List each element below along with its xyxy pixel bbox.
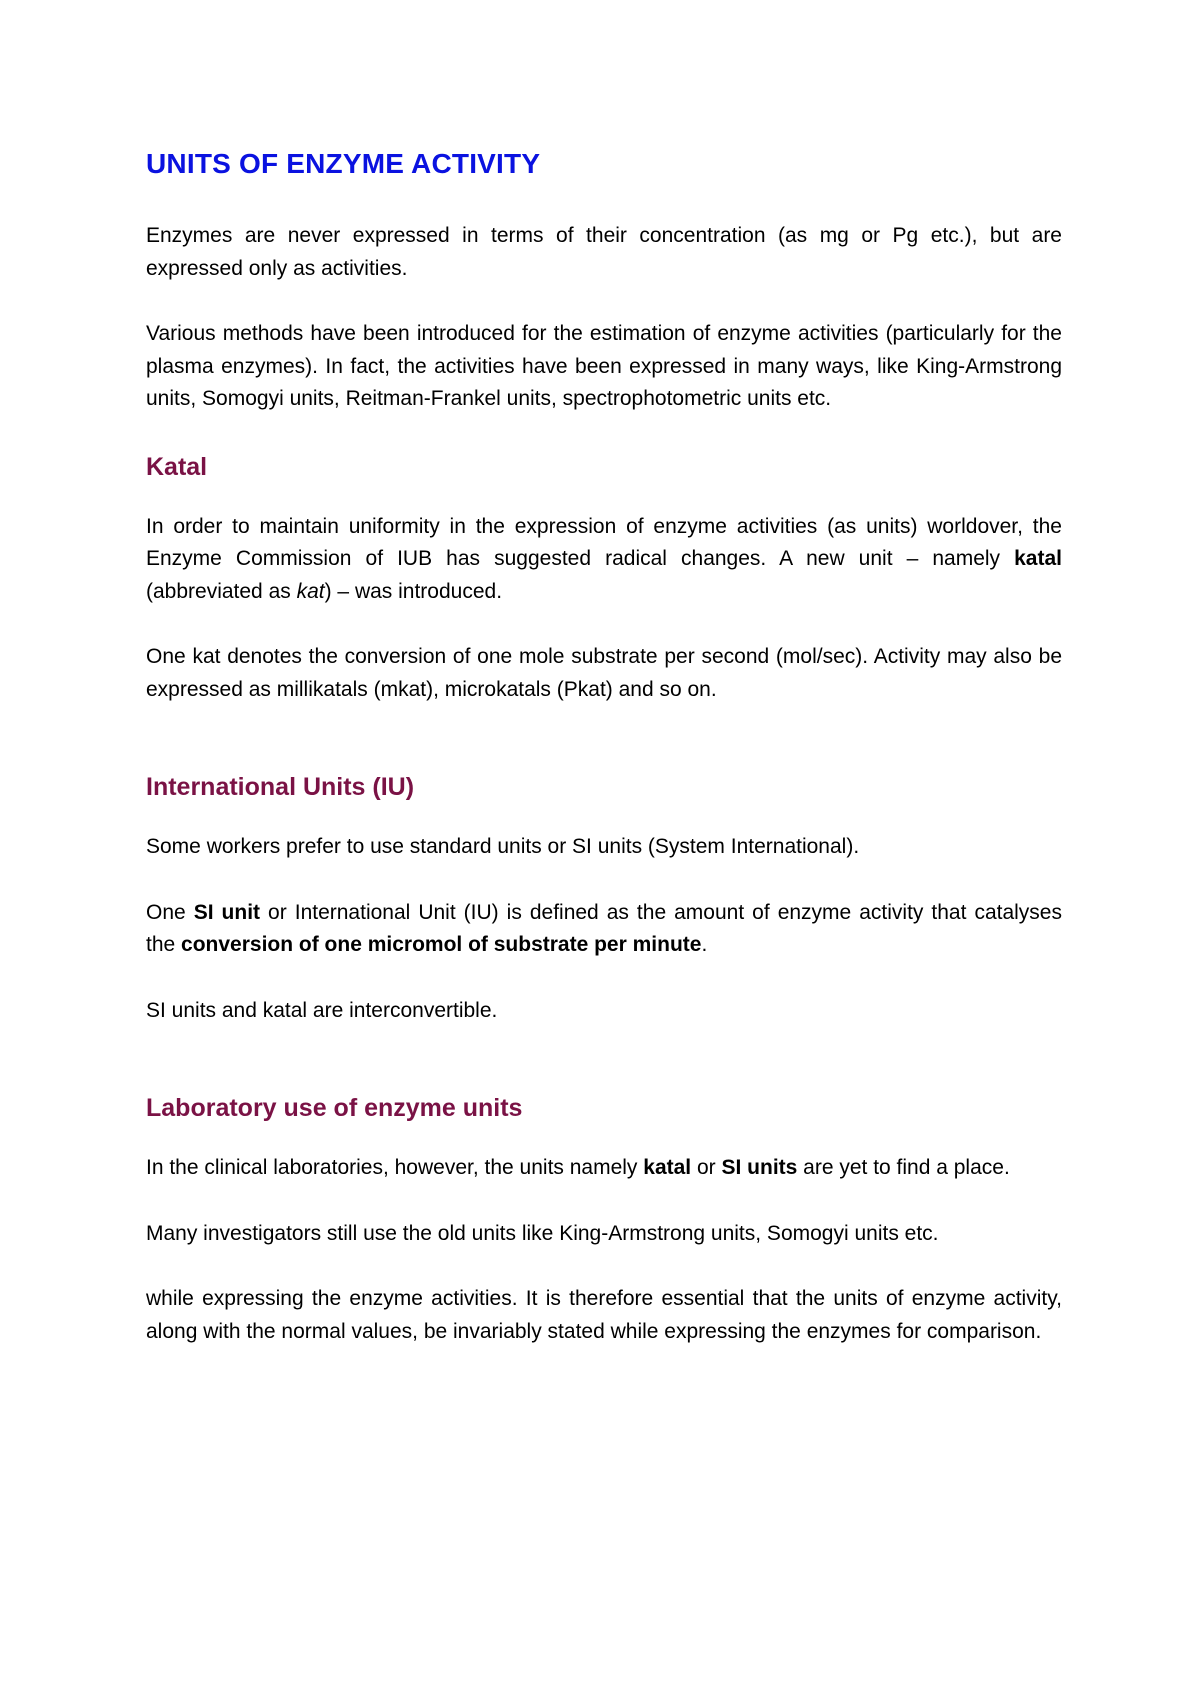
- lab-p1-text-c: or: [691, 1156, 722, 1179]
- document-title: UNITS OF ENZYME ACTIVITY: [146, 148, 541, 179]
- lab-katal-term: katal: [643, 1156, 692, 1179]
- lab-paragraph-3: while expressing the enzyme activities. It is therefore essential that the units of enzyme activity, along with the normal values, be invariably stated while expressing the enzymes for comparison.: [146, 1287, 1062, 1343]
- katal-p1-text-e: ) – was introduced.: [324, 579, 503, 603]
- iu-p2-text-e: .: [701, 933, 708, 956]
- lab-paragraph-1: [146, 1152, 1062, 1185]
- lab-p1-text-e: are yet to find a place.: [797, 1156, 1010, 1179]
- lab-si-units-term: SI units: [721, 1156, 798, 1179]
- iu-paragraph-2: [146, 897, 1062, 962]
- iu-definition-emphasis: conversion of one micromol of substrate per minute: [181, 933, 702, 956]
- lab-paragraph-2: Many investigators still use the old units like King-Armstrong units, Somogyi units etc.: [146, 1221, 939, 1245]
- iu-paragraph-3: SI units and katal are interconvertible.: [146, 998, 498, 1022]
- iu-paragraph-1: Some workers prefer to use standard units or SI units (System International).: [146, 835, 860, 858]
- section-heading-katal: Katal: [146, 452, 208, 481]
- intro-paragraph-1: Enzymes are never expressed in terms of their concentration (as mg or Pg etc.), but are expressed only as activities.: [146, 224, 1062, 280]
- katal-p1-text-c: (abbreviated as: [146, 579, 297, 603]
- iu-p2-text-c: or International Unit (IU) is defined as the amount of enzyme activity that catalyses the: [146, 900, 1062, 956]
- lab-p1-text-a: In the clinical laboratories, however, the units namely: [146, 1156, 644, 1179]
- kat-abbreviation: kat: [296, 579, 325, 603]
- katal-term: katal: [1014, 547, 1062, 570]
- intro-paragraph-2: Various methods have been introduced for the estimation of enzyme activities (particularly for the plasma enzymes). In fact, the activities have been expressed in many ways, like King-Armstrong units, Somogyi units, Reitman-Frankel units, spectrophotometric units etc.: [146, 322, 1062, 410]
- katal-p1-text-a: In order to maintain uniformity in the expression of enzyme activities (as units) worldover, the Enzyme Commission of IUB has suggested radical changes. A new unit – namely: [146, 514, 1062, 570]
- section-heading-international-units: International Units (IU): [146, 773, 415, 801]
- katal-paragraph-1: [146, 511, 1062, 609]
- iu-p2-text-a: One: [146, 900, 194, 924]
- katal-paragraph-2: One kat denotes the conversion of one mole substrate per second (mol/sec). Activity may also be expressed as millikatals (mkat), microkatals (Pkat) and so on.: [146, 645, 1062, 701]
- section-heading-laboratory-use: Laboratory use of enzyme units: [146, 1094, 523, 1122]
- si-unit-term: SI unit: [193, 900, 261, 924]
